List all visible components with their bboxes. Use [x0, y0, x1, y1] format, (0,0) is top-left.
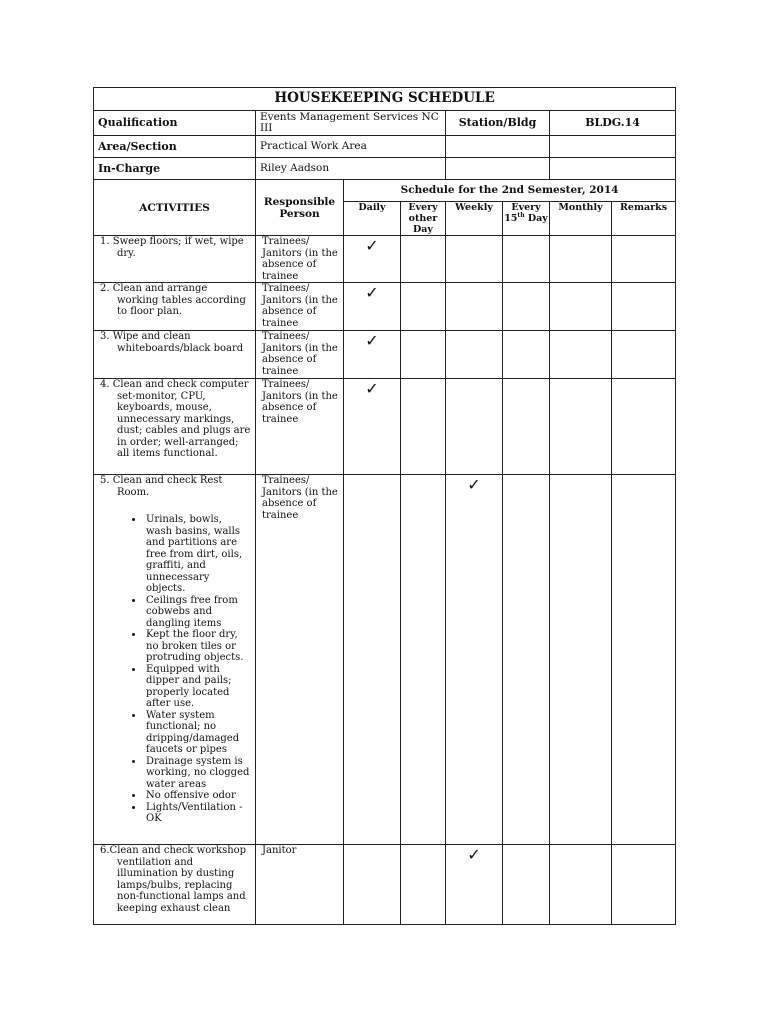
activities-table	[93, 235, 676, 925]
daily-cell	[344, 331, 401, 379]
station-label: Station/Bldg	[446, 111, 550, 136]
area-label: Area/Section	[94, 136, 256, 158]
every-15th-cell	[503, 845, 550, 925]
qualification-value: Events Management Services NC III	[256, 111, 446, 136]
qualification-label: Qualification	[94, 111, 256, 136]
remarks-cell	[612, 845, 676, 925]
document-title: HOUSEKEEPING SCHEDULE	[94, 88, 676, 111]
every-15th-cell	[503, 236, 550, 283]
daily-cell	[344, 379, 401, 475]
activity-cell	[94, 331, 256, 379]
table-row	[94, 331, 676, 379]
every-other-day-header: Every other Day	[401, 202, 446, 236]
responsible-person-cell: Janitor	[256, 845, 344, 925]
area-station-empty	[446, 136, 550, 158]
check-mark-icon: ✓	[365, 331, 379, 350]
activity-text-continued: ventilation and illumination by dusting lamps/bulbs, replacing non-functional lamps and keeping exhaust clean	[117, 856, 246, 914]
every-other-day-cell	[401, 283, 446, 331]
checklist-item: • Lights/Ventilation - OK	[144, 802, 251, 825]
check-mark-icon: ✓	[365, 283, 379, 302]
activity-text: 5. Clean and check Rest	[100, 475, 223, 486]
incharge-value: Riley Aadson	[256, 158, 446, 180]
activity-cell	[94, 236, 256, 283]
activity-cell	[94, 475, 256, 845]
responsible-person-cell: Trainees/ Janitors (in the absence of trainee	[256, 236, 344, 283]
activity-text-continued: set-monitor, CPU, keyboards, mouse, unnecessary markings, dust; cables and plugs are in order; well-arranged; all items functional.	[117, 390, 251, 459]
every-15th-cell	[503, 475, 550, 845]
checklist-item: • Water system functional; no dripping/damaged faucets or pipes	[144, 710, 251, 756]
station-value: BLDG.14	[550, 111, 676, 136]
checklist	[100, 514, 251, 825]
check-mark-icon: ✓	[365, 379, 379, 398]
activity-cell	[94, 283, 256, 331]
table-row	[94, 845, 676, 925]
table-row	[94, 236, 676, 283]
monthly-cell	[550, 331, 612, 379]
every-other-day-cell	[401, 845, 446, 925]
weekly-cell	[446, 845, 503, 925]
monthly-cell	[550, 283, 612, 331]
every-other-day-cell	[401, 379, 446, 475]
weekly-header: Weekly	[446, 202, 503, 236]
table-row	[94, 283, 676, 331]
monthly-cell	[550, 236, 612, 283]
activity-text-continued: working tables according to floor plan.	[117, 294, 246, 317]
activity-text: 4. Clean and check computer	[100, 379, 249, 390]
responsible-person-cell: Trainees/ Janitors (in the absence of trainee	[256, 475, 344, 845]
check-mark-icon: ✓	[467, 845, 481, 864]
weekly-cell	[446, 379, 503, 475]
weekly-cell	[446, 331, 503, 379]
table-row	[94, 379, 676, 475]
responsible-person-cell: Trainees/ Janitors (in the absence of trainee	[256, 283, 344, 331]
every-other-day-cell	[401, 236, 446, 283]
checklist-item: • Equipped with dipper and pails; properly located after use.	[144, 664, 251, 710]
schedule-table	[93, 87, 676, 236]
activity-text: 2. Clean and arrange	[100, 283, 208, 294]
every-15th-cell	[503, 331, 550, 379]
responsible-person-cell: Trainees/ Janitors (in the absence of trainee	[256, 331, 344, 379]
daily-cell	[344, 283, 401, 331]
remarks-cell	[612, 236, 676, 283]
activities-header: ACTIVITIES	[94, 180, 256, 236]
responsible-person-cell: Trainees/ Janitors (in the absence of trainee	[256, 379, 344, 475]
weekly-cell	[446, 475, 503, 845]
remarks-cell	[612, 331, 676, 379]
remarks-header: Remarks	[612, 202, 676, 236]
housekeeping-schedule-sheet	[93, 87, 675, 925]
monthly-cell	[550, 845, 612, 925]
daily-cell	[344, 236, 401, 283]
checklist-item: • Ceilings free from cobwebs and dangling items	[144, 595, 251, 630]
table-row	[94, 475, 676, 845]
every-15th-cell	[503, 379, 550, 475]
check-mark-icon: ✓	[467, 475, 481, 494]
activity-text: 6.Clean and check workshop	[100, 845, 247, 856]
weekly-cell	[446, 236, 503, 283]
responsible-header: Responsible Person	[256, 180, 344, 236]
activity-text: 3. Wipe and clean	[100, 331, 191, 342]
monthly-header: Monthly	[550, 202, 612, 236]
checklist-item: • No offensive odor	[144, 790, 251, 802]
activity-text: 1. Sweep floors; if wet, wipe	[100, 236, 244, 247]
area-bldg-empty	[550, 136, 676, 158]
every-15th-day-header: Every 15th Day	[503, 202, 550, 236]
incharge-bldg-empty	[550, 158, 676, 180]
checklist-item: • Kept the floor dry, no broken tiles or protruding objects.	[144, 629, 251, 664]
monthly-cell	[550, 475, 612, 845]
activity-text-continued: dry.	[117, 247, 136, 259]
area-value: Practical Work Area	[256, 136, 446, 158]
check-mark-icon: ✓	[365, 236, 379, 255]
weekly-cell	[446, 283, 503, 331]
activity-cell	[94, 379, 256, 475]
monthly-cell	[550, 379, 612, 475]
daily-cell	[344, 845, 401, 925]
every-other-day-cell	[401, 475, 446, 845]
remarks-cell	[612, 379, 676, 475]
remarks-cell	[612, 475, 676, 845]
activity-text-continued: Room.	[117, 486, 150, 498]
every-other-day-cell	[401, 331, 446, 379]
every-15th-cell	[503, 283, 550, 331]
schedule-header: Schedule for the 2nd Semester, 2014	[344, 180, 676, 202]
checklist-item: • Urinals, bowls, wash basins, walls and partitions are free from dirt, oils, graffiti, and unnecessary objects.	[144, 514, 251, 595]
activity-text-continued: whiteboards/black board	[117, 342, 244, 354]
checklist-item: • Drainage system is working, no clogged water areas	[144, 756, 251, 791]
daily-cell	[344, 475, 401, 845]
remarks-cell	[612, 283, 676, 331]
incharge-station-empty	[446, 158, 550, 180]
incharge-label: In-Charge	[94, 158, 256, 180]
activity-cell	[94, 845, 256, 925]
daily-header: Daily	[344, 202, 401, 236]
